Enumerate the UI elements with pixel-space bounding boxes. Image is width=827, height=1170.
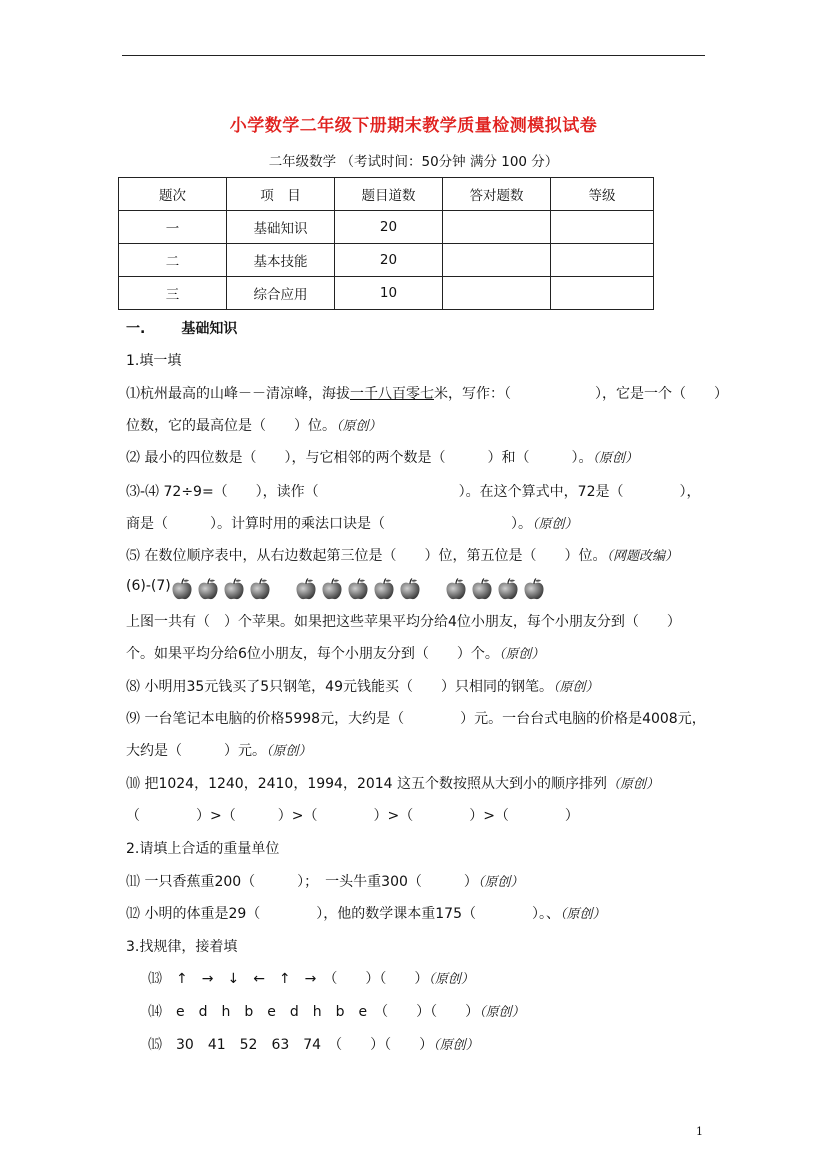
question-3-line — [126, 513, 578, 533]
apple-icon — [346, 577, 370, 601]
question-14-line — [148, 1001, 525, 1021]
question-10-line — [126, 773, 659, 793]
table-cell: 三 — [119, 277, 227, 310]
question-heading: 1.填一填 — [126, 353, 182, 369]
table-header-cell: 题次 — [119, 178, 227, 211]
table-row — [119, 211, 654, 244]
source-tag: （原创） — [428, 972, 474, 987]
source-tag: （原创） — [553, 680, 599, 695]
table-cell: 20 — [335, 244, 443, 277]
question-12-line — [126, 903, 606, 923]
question-6-label: (6)-(7) — [126, 578, 171, 594]
table-row — [119, 277, 654, 310]
table-cell: 综合应用 — [227, 277, 335, 310]
apple-icon — [398, 577, 422, 601]
grade-cell[interactable] — [551, 211, 654, 244]
apple-icon — [496, 577, 520, 601]
source-tag: （原创） — [266, 744, 312, 759]
question-5-line — [126, 545, 678, 565]
table-cell: 10 — [335, 277, 443, 310]
answer-cell[interactable] — [443, 277, 551, 310]
question-6-line — [126, 643, 544, 663]
section-heading — [126, 318, 237, 338]
apple-icon — [470, 577, 494, 601]
question-text: ⒀ ↑ → ↓ ← ↑ → （ ）（ ） — [148, 971, 429, 987]
source-tag: （原创） — [477, 875, 524, 890]
answer-cell[interactable] — [443, 244, 551, 277]
page-number: 1 — [696, 1125, 703, 1138]
question-6-line: 上图一共有（ ）个苹果。如果把这些苹果平均分给4位小朋友，每个小朋友分到（ ） — [126, 614, 681, 630]
question-13-line — [148, 968, 474, 988]
question-text: ⑴杭州最高的山峰－－清凉峰，海拔 — [126, 386, 350, 402]
question-text: ⒁ e d h b e d h b e （ ）（ ） — [148, 1004, 480, 1020]
question-heading: 2.请填上合适的重量单位 — [126, 841, 280, 857]
apple-icon — [248, 577, 272, 601]
question-text: ⑿ 小明的体重是29（ ），他的数学课本重175（ ）。、 — [126, 906, 560, 922]
apple-icon — [294, 577, 318, 601]
apple-icon — [372, 577, 396, 601]
score-table — [118, 177, 654, 310]
page-subtitle: 二年级数学 （考试时间：50分钟 满分 100 分） — [268, 154, 559, 170]
underlined-number: 一千八百零七 — [350, 386, 434, 402]
apple-icon — [522, 577, 546, 601]
question-1-line — [126, 415, 382, 435]
question-text: 位数，它的最高位是（ ）位。 — [126, 418, 336, 434]
source-tag: （原创） — [592, 451, 638, 466]
apple-icon — [196, 577, 220, 601]
table-cell: 基本技能 — [227, 244, 335, 277]
question-1-line — [126, 383, 728, 403]
table-header-cell: 项 目 — [227, 178, 335, 211]
question-text: ⑽ 把1024，1240，2410，1994，2014 这五个数按照从大到小的顺序排列 — [126, 776, 608, 792]
header-rule — [122, 55, 705, 56]
apple-icon — [444, 577, 468, 601]
table-header-cell: 题目道数 — [335, 178, 443, 211]
answer-cell[interactable] — [443, 211, 551, 244]
source-tag: （原创） — [479, 1005, 525, 1020]
table-cell: 二 — [119, 244, 227, 277]
question-8-line — [126, 676, 599, 696]
grade-cell[interactable] — [551, 277, 654, 310]
table-cell: 一 — [119, 211, 227, 244]
table-cell: 基础知识 — [227, 211, 335, 244]
source-tag: （原创） — [433, 1038, 479, 1053]
table-row — [119, 244, 654, 277]
table-header-row — [119, 178, 654, 211]
section-number: 一. — [126, 321, 146, 337]
question-heading: 3.找规律，接着填 — [126, 939, 238, 955]
question-text: 米，写作：（ ），它是一个（ ） — [434, 386, 728, 402]
question-10-answer-line: （ ）>（ ）>（ ）>（ ）>（ ） — [126, 808, 579, 824]
question-3-line: ⑶-⑷ 72÷9=（ ），读作（ ）。在这个算式中，72是（ ）， — [126, 484, 701, 500]
question-text: ⑾ 一只香蕉重200（ ）； 一头牛重300（ ） — [126, 874, 478, 890]
question-text: ⒂ 30 41 52 63 74 （ ）（ ） — [148, 1037, 434, 1053]
page-title: 小学数学二年级下册期末教学质量检测模拟试卷 — [229, 116, 598, 136]
question-text: 商是（ ）。计算时用的乘法口诀是（ ）。 — [126, 516, 532, 532]
source-tag: （原创） — [607, 777, 660, 792]
table-header-cell: 等级 — [551, 178, 654, 211]
question-11-line — [126, 871, 523, 891]
question-9-line — [126, 740, 312, 760]
question-15-line — [148, 1034, 479, 1054]
question-text: ⑻ 小明用35元钱买了5只钢笔，49元钱能买（ ）只相同的钢笔。 — [126, 679, 553, 695]
grade-cell[interactable] — [551, 244, 654, 277]
question-9-line: ⑼ 一台笔记本电脑的价格5998元，大约是（ ）元。一台台式电脑的价格是4008元， — [126, 711, 706, 727]
table-cell: 20 — [335, 211, 443, 244]
source-tag: （原创） — [560, 907, 606, 922]
apple-icon — [222, 577, 246, 601]
question-2-line — [126, 447, 638, 467]
question-text: 个。如果平均分给6位小朋友，每个小朋友分到（ ）个。 — [126, 646, 499, 662]
source-tag: （原创） — [336, 419, 382, 434]
source-tag: （原创） — [498, 647, 545, 662]
source-tag: （网题改编） — [606, 549, 678, 564]
section-title: 基础知识 — [181, 321, 238, 337]
question-text: ⑵ 最小的四位数是（ ），与它相邻的两个数是（ ）和（ ）。 — [126, 450, 593, 466]
question-text: 大约是（ ）元。 — [126, 743, 266, 759]
apple-icon — [170, 577, 194, 601]
apple-icon — [320, 577, 344, 601]
question-text: ⑸ 在数位顺序表中，从右边数起第三位是（ ）位，第五位是（ ）位。 — [126, 548, 607, 564]
source-tag: （原创） — [532, 517, 578, 532]
table-header-cell: 答对题数 — [443, 178, 551, 211]
